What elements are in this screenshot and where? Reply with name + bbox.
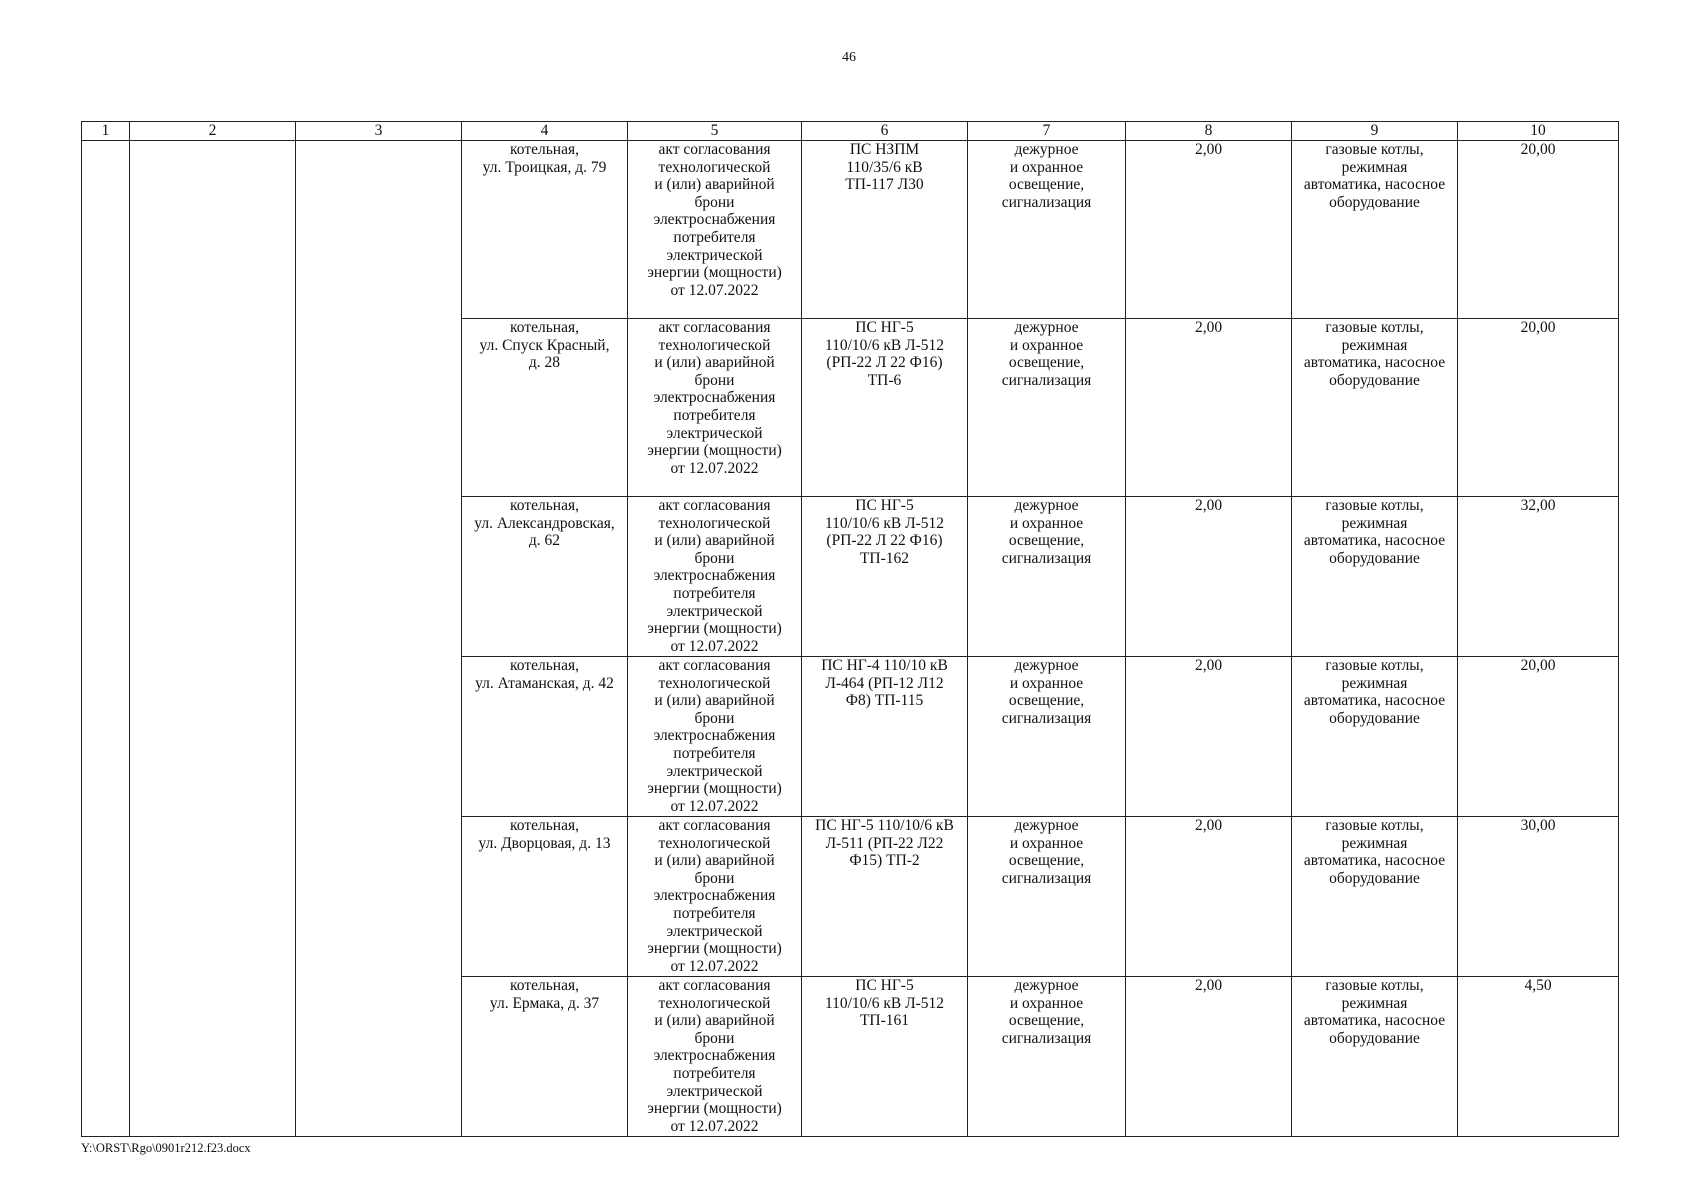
object-cell: котельная, ул. Спуск Красный, д. 28 [462,319,628,497]
value10-cell: 32,00 [1458,497,1619,657]
empty-cell-col3 [296,141,462,1137]
value8-cell: 2,00 [1126,817,1292,977]
value8-cell: 2,00 [1126,497,1292,657]
column-header: 4 [462,122,628,141]
supply-cell: ПС НГ-5 110/10/6 кВ Л-512 (РП-22 Л 22 Ф16) ТП-162 [802,497,968,657]
object-cell: котельная, ул. Дворцовая, д. 13 [462,817,628,977]
column-header: 6 [802,122,968,141]
purpose-cell: дежурное и охранное освещение, сигнализация [968,497,1126,657]
object-cell: котельная, ул. Александровская, д. 62 [462,497,628,657]
purpose-cell: дежурное и охранное освещение, сигнализация [968,817,1126,977]
column-number-row [82,122,1619,141]
empty-cell-col2 [130,141,296,1137]
column-header: 7 [968,122,1126,141]
supply-cell: ПС НГ-5 110/10/6 кВ Л-512 (РП-22 Л 22 Ф16) ТП-6 [802,319,968,497]
equipment-cell: газовые котлы, режимная автоматика, насосное оборудование [1292,141,1458,319]
column-header: 5 [628,122,802,141]
value8-cell: 2,00 [1126,977,1292,1137]
purpose-cell: дежурное и охранное освещение, сигнализация [968,977,1126,1137]
supply-cell: ПС НГ-4 110/10 кВ Л-464 (РП-12 Л12 Ф8) ТП-115 [802,657,968,817]
purpose-cell: дежурное и охранное освещение, сигнализация [968,319,1126,497]
object-cell: котельная, ул. Троицкая, д. 79 [462,141,628,319]
supply-cell: ПС НЗПМ 110/35/6 кВ ТП-117 Л30 [802,141,968,319]
value8-cell: 2,00 [1126,319,1292,497]
empty-cell-col1 [82,141,130,1137]
act-cell: акт согласования технологической и (или) аварийной брони электроснабжения потребителя электрической энергии (мощности) от 12.07.2022 [628,657,802,817]
page-number: 46 [842,50,856,65]
equipment-cell: газовые котлы, режимная автоматика, насосное оборудование [1292,319,1458,497]
value10-cell: 20,00 [1458,319,1619,497]
supply-cell: ПС НГ-5 110/10/6 кВ Л-512 ТП-161 [802,977,968,1137]
file-path-footer: Y:\ORST\Rgo\0901r212.f23.docx [81,1141,251,1155]
value8-cell: 2,00 [1126,657,1292,817]
column-header: 3 [296,122,462,141]
column-header: 8 [1126,122,1292,141]
value10-cell: 20,00 [1458,657,1619,817]
value10-cell: 4,50 [1458,977,1619,1137]
act-cell: акт согласования технологической и (или) аварийной брони электроснабжения потребителя электрической энергии (мощности) от 12.07.2022 [628,497,802,657]
purpose-cell: дежурное и охранное освещение, сигнализация [968,141,1126,319]
value10-cell: 20,00 [1458,141,1619,319]
object-cell: котельная, ул. Атаманская, д. 42 [462,657,628,817]
act-cell: акт согласования технологической и (или) аварийной брони электроснабжения потребителя электрической энергии (мощности) от 12.07.2022 [628,977,802,1137]
reservation-table [81,121,1619,1137]
equipment-cell: газовые котлы, режимная автоматика, насосное оборудование [1292,817,1458,977]
table-row [82,141,1619,319]
equipment-cell: газовые котлы, режимная автоматика, насосное оборудование [1292,497,1458,657]
act-cell: акт согласования технологической и (или) аварийной брони электроснабжения потребителя электрической энергии (мощности) от 12.07.2022 [628,319,802,497]
equipment-cell: газовые котлы, режимная автоматика, насосное оборудование [1292,657,1458,817]
column-header: 10 [1458,122,1619,141]
object-cell: котельная, ул. Ермака, д. 37 [462,977,628,1137]
value8-cell: 2,00 [1126,141,1292,319]
column-header: 9 [1292,122,1458,141]
value10-cell: 30,00 [1458,817,1619,977]
column-header: 2 [130,122,296,141]
column-header: 1 [82,122,130,141]
supply-cell: ПС НГ-5 110/10/6 кВ Л-511 (РП-22 Л22 Ф15) ТП-2 [802,817,968,977]
act-cell: акт согласования технологической и (или) аварийной брони электроснабжения потребителя электрической энергии (мощности) от 12.07.2022 [628,817,802,977]
act-cell: акт согласования технологической и (или) аварийной брони электроснабжения потребителя электрической энергии (мощности) от 12.07.2022 [628,141,802,319]
purpose-cell: дежурное и охранное освещение, сигнализация [968,657,1126,817]
equipment-cell: газовые котлы, режимная автоматика, насосное оборудование [1292,977,1458,1137]
